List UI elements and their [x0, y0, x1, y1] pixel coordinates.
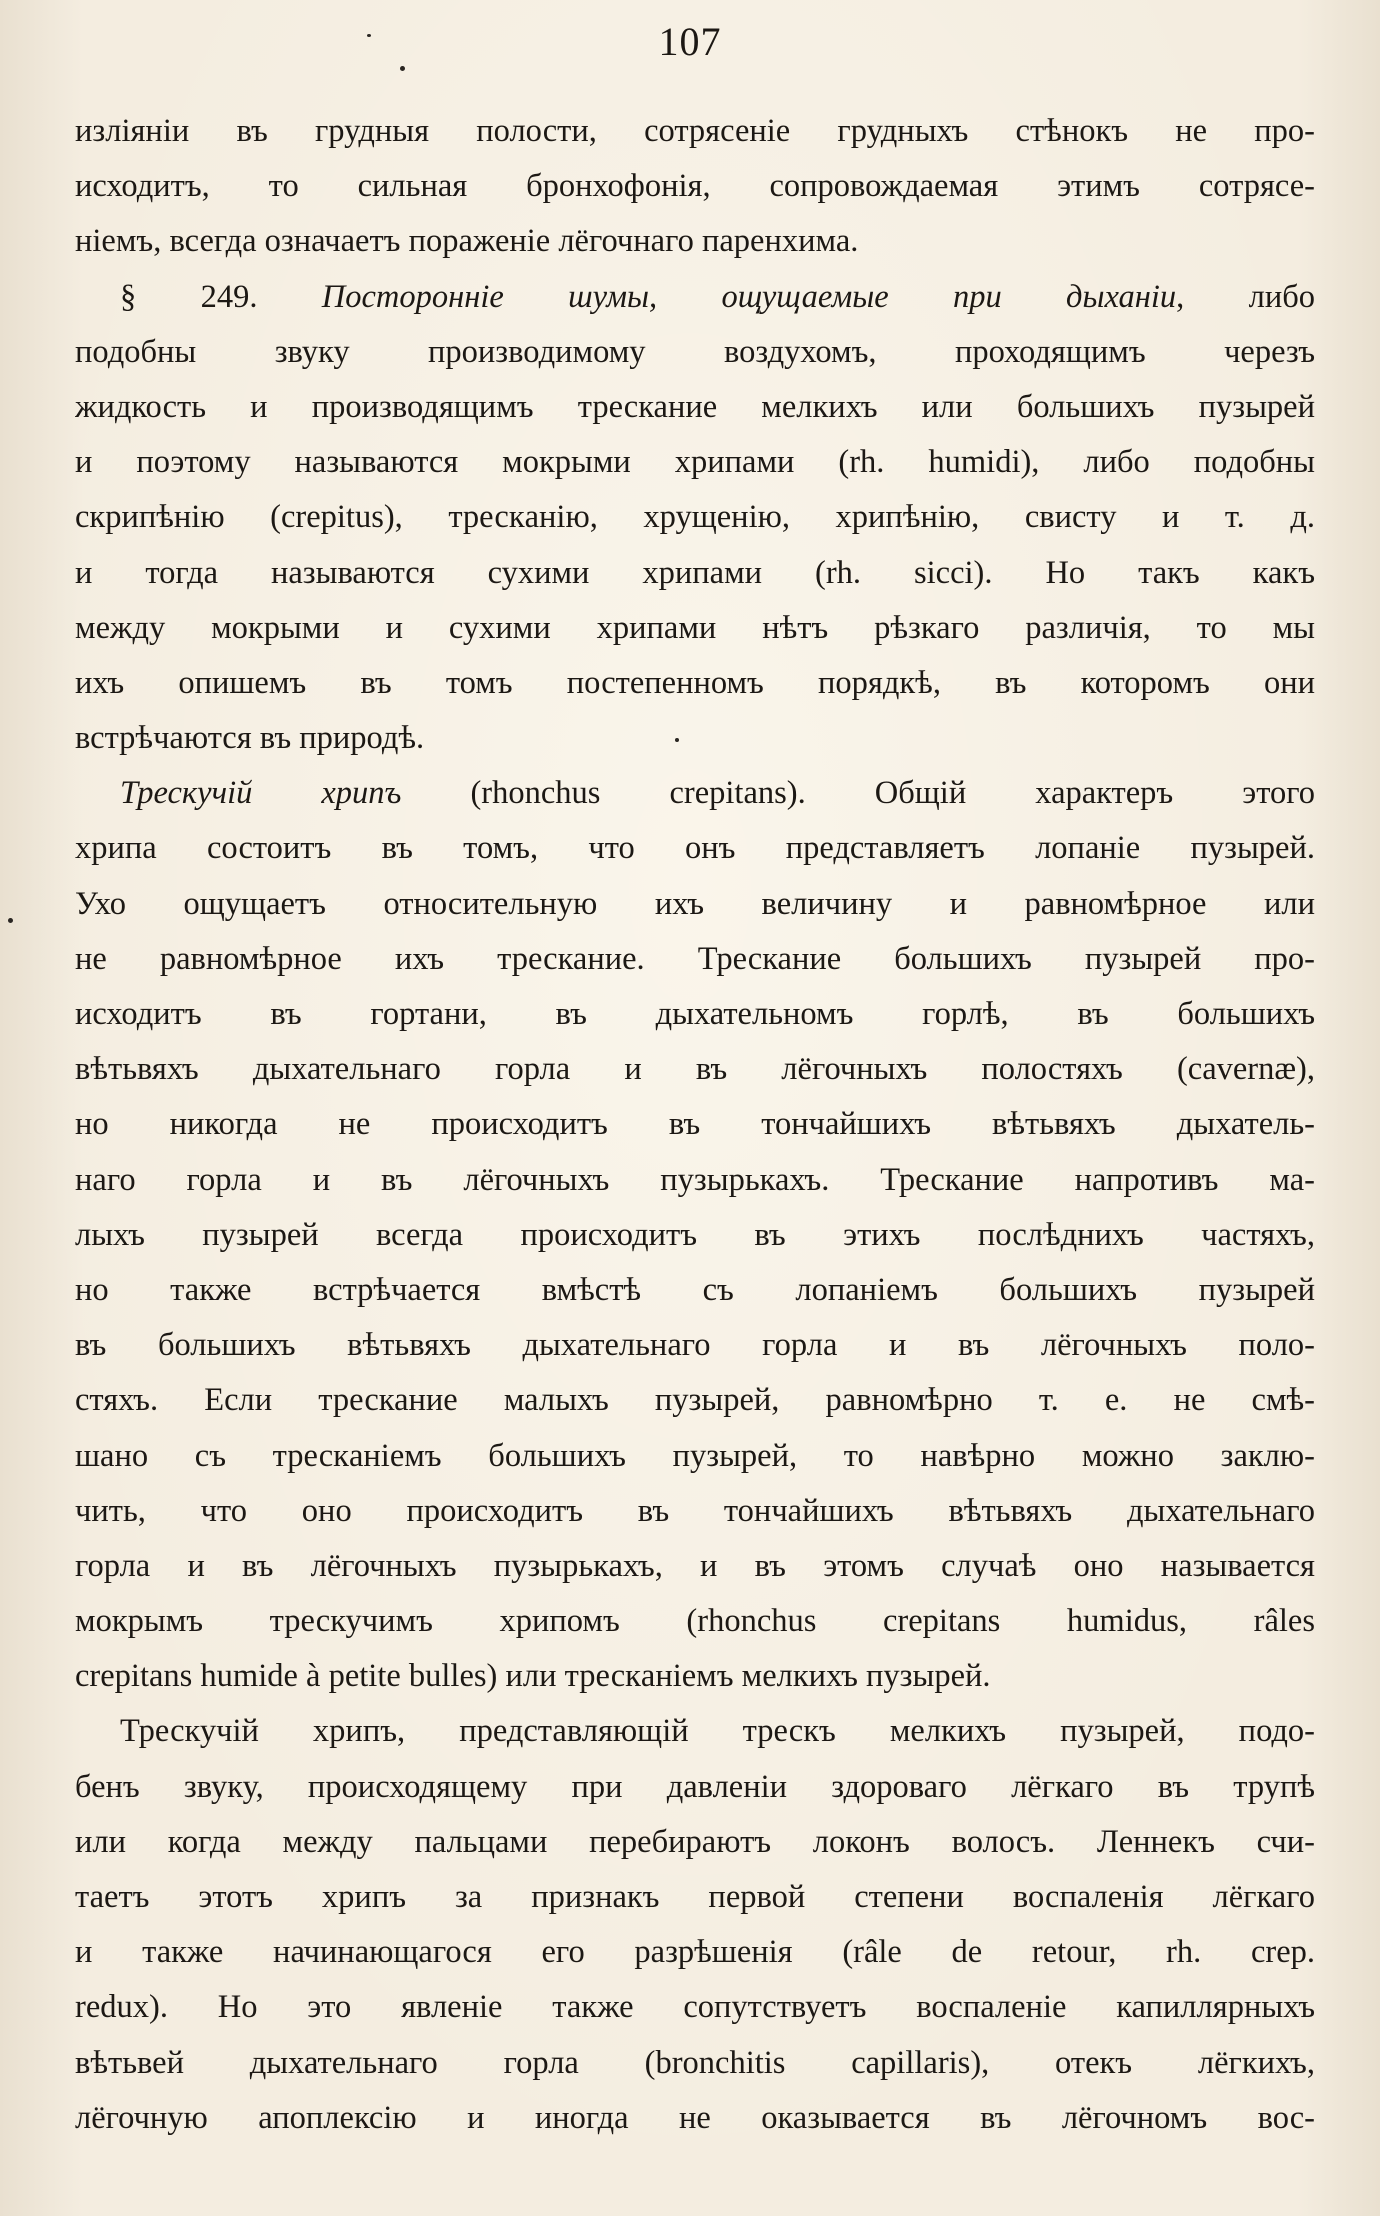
line-text: но никогда не происходитъ въ тончайшихъ вѣтьвяхъ дыхатель-: [75, 1106, 1315, 1143]
line-text: скрипѣнію (crepitus), трескaнію, хрущенію, хрипѣнію, свисту и т. д.: [75, 499, 1315, 536]
line-text: Трескучій хрипъ, представляющій трескъ мелкихъ пузырей, подо-: [120, 1713, 1315, 1750]
text-line: [75, 601, 1315, 656]
text-line: [75, 1318, 1315, 1373]
text-line: [75, 380, 1315, 435]
line-text: но также встрѣчается вмѣстѣ съ лопаніемъ большихъ пузырей: [75, 1271, 1315, 1308]
text-line: [75, 214, 1315, 269]
line-text: не равномѣрное ихъ трескание. Трескание большихъ пузырей про-: [75, 940, 1315, 977]
text-line: [75, 325, 1315, 380]
line-text: между мокрыми и сухими хрипами нѣтъ рѣзкаго различія, то мы: [75, 609, 1315, 646]
print-speck: [8, 918, 13, 923]
text-line: [75, 1760, 1315, 1815]
paragraph-p4: [75, 1704, 1315, 2146]
page-number: 107: [658, 19, 722, 64]
paragraph-p2: [75, 270, 1315, 767]
text-line: [75, 1649, 1315, 1704]
text-line: [75, 1815, 1315, 1870]
paragraph-p1: [75, 104, 1315, 270]
line-text: исходитъ въ гортани, въ дыхательномъ горлѣ, въ большихъ: [75, 996, 1315, 1032]
line-text: хрипа состоитъ въ томъ, что онъ представляетъ лопаніе пузырей.: [75, 830, 1315, 867]
line-text: и также начинающагося его разрѣшенія (râle de retour, rh. crep.: [75, 1934, 1315, 1971]
text-line: [75, 104, 1315, 159]
print-speck: [675, 738, 679, 742]
text-line: [75, 1097, 1315, 1152]
line-text: , либо: [1176, 278, 1315, 315]
line-text: Ухо ощущаетъ относительную ихъ величину и равномѣрное или: [75, 885, 1315, 922]
line-text: redux). Но это явленіе также сопутствуетъ воспаленіе капиллярныхъ: [75, 1989, 1315, 2026]
text-line: [75, 711, 1315, 766]
line-text: (rhonchus crepitans). Общій характеръ этого: [401, 775, 1315, 812]
line-text: вѣтьвей дыхательнаго горла (bronchitis capillaris), отекъ лёгкихъ,: [75, 2044, 1315, 2081]
line-text: или когда между пальцами перебираютъ локонъ волосъ. Леннекъ счи-: [75, 1823, 1315, 1860]
line-text: ихъ опишемъ въ томъ постепенномъ порядкѣ, въ которомъ они: [75, 664, 1315, 701]
text-line: [75, 821, 1315, 876]
line-text: ніемъ, всегда означаетъ пораженіе лёгочнаго паренхима.: [75, 223, 859, 260]
line-text: чить, что оно происходитъ въ тончайшихъ вѣтьвяхъ дыхательнаго: [75, 1492, 1315, 1529]
line-text: въ большихъ вѣтьвяхъ дыхательнаго горла и въ лёгочныхъ поло-: [75, 1327, 1315, 1364]
line-text: лёгочную апоплексію и иногда не оказывается въ лёгочномъ вос-: [75, 2099, 1315, 2136]
line-text: встрѣчаются въ природѣ.: [75, 720, 425, 757]
text-line: [75, 159, 1315, 214]
italic-term: Трескучій хрипъ: [120, 775, 402, 812]
print-speck: [367, 34, 371, 37]
text-line: [75, 1373, 1315, 1428]
text-line: [75, 1539, 1315, 1594]
text-line: [75, 490, 1315, 545]
text-line: [75, 1153, 1315, 1208]
text-line: [75, 987, 1315, 1042]
line-text: исходитъ, то сильная бронхофонія, сопровождаемая этимъ сотрясе-: [75, 168, 1315, 205]
text-line: [75, 1704, 1315, 1759]
italic-term: Посторонніе шумы, ощущаемые при дыханіи: [321, 278, 1177, 315]
line-text: лыхъ пузырей всегда происходитъ въ этихъ послѣднихъ частяхъ,: [75, 1216, 1315, 1253]
line-text: подобны звуку производимому воздухомъ, проходящимъ черезъ: [75, 333, 1315, 370]
text-line: [75, 1042, 1315, 1097]
text-line: [75, 435, 1315, 490]
text-line: [75, 932, 1315, 987]
paragraph-p3: [75, 766, 1315, 1704]
text-line: [75, 1980, 1315, 2035]
text-line: [75, 766, 1315, 821]
line-text: вѣтьвяхъ дыхательнаго горла и въ лёгочныхъ полостяхъ (cavernæ),: [75, 1051, 1315, 1088]
line-text: наго горла и въ лёгочныхъ пузырькахъ. Трескание напротивъ ма-: [75, 1161, 1315, 1198]
text-line: [75, 656, 1315, 711]
text-line: [75, 1594, 1315, 1649]
line-text: горла и въ лёгочныхъ пузырькахъ, и въ этомъ случаѣ оно называется: [75, 1547, 1315, 1584]
line-text: мокрымъ трескучимъ хрипомъ (rhonchus crepitans humidus, râles: [75, 1603, 1315, 1640]
text-line: [75, 1925, 1315, 1980]
text-line: [75, 2091, 1315, 2146]
body-text: [75, 104, 1315, 2146]
line-text: и тогда называются сухими хрипами (rh. sicci). Но такъ какъ: [75, 554, 1315, 591]
text-line: [75, 2036, 1315, 2091]
text-line: [75, 1208, 1315, 1263]
print-speck: [400, 66, 405, 71]
text-line: [75, 546, 1315, 601]
text-line: [75, 270, 1315, 325]
text-line: [75, 1484, 1315, 1539]
line-text: жидкость и производящимъ трескание мелкихъ или большихъ пузырей: [75, 388, 1315, 425]
text-line: [75, 1870, 1315, 1925]
line-text: стяхъ. Если трескание малыхъ пузырей, равномѣрно т. е. не смѣ-: [75, 1382, 1315, 1419]
text-line: [75, 1429, 1315, 1484]
line-text: шано съ трескaніемъ большихъ пузырей, то навѣрно можно заклю-: [75, 1437, 1315, 1474]
line-text: изліяніи въ грудныя полости, сотрясеніе грудныхъ стѣнокъ не про-: [75, 113, 1315, 149]
text-line: [75, 877, 1315, 932]
line-text: § 249.: [120, 278, 322, 315]
line-text: бенъ звуку, происходящему при давленіи здороваго лёгкаго въ трупѣ: [75, 1768, 1315, 1805]
text-line: [75, 1263, 1315, 1318]
line-text: и поэтому называются мокрыми хрипами (rh. humidi), либо подобны: [75, 444, 1315, 481]
line-text: таетъ этотъ хрипъ за признакъ первой степени воспаленія лёгкаго: [75, 1879, 1315, 1915]
line-text: crepitans humide à petite bulles) или трескaніемъ мелкихъ пузырей.: [75, 1658, 991, 1695]
